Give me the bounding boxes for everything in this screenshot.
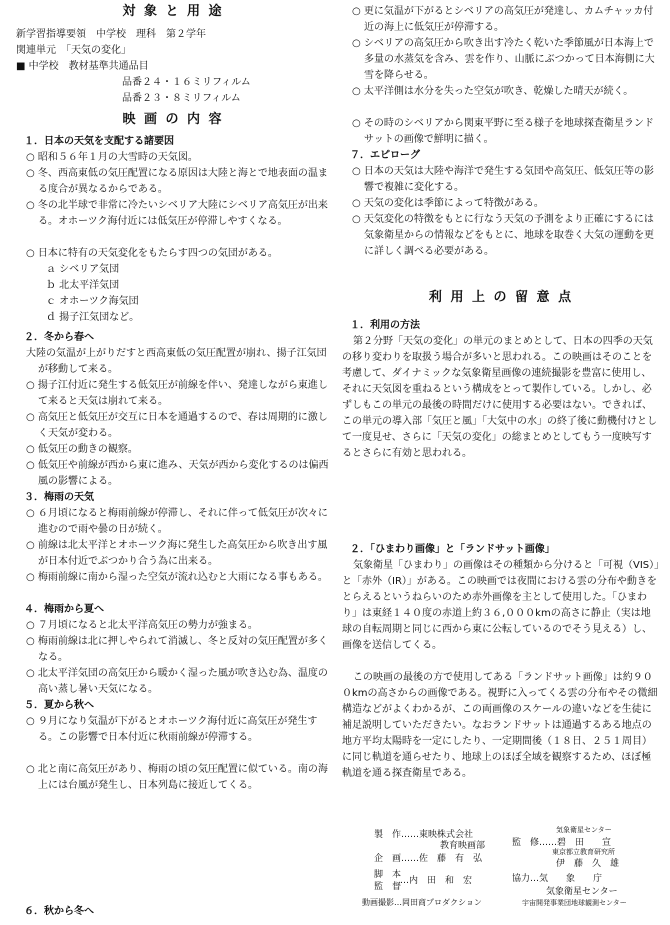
credit-supervisor2: 伊 藤 久 雄 — [556, 859, 620, 869]
paragraph: 第２分野「天気の変化」の単元のまとめとして、日本の四季の天気の移り変わりを取扱う場合が多いと思われる。この映画はそのことを考慮して、ダイナミックな気象衛星画像の連続撮影を豊富に使用し、それに天気図を重ねるという構成をとって製作している。しかし、必ずしもこの単元の最後の時間だけに使用する必要はない。できれば、この単元の導入部「気圧と風」「大気中の水」の終了後に動機付けとして一度見せ、さらに「天気の変化」の総まとめとしてもう一度映写するとさらに有効と思われる。 — [342, 336, 657, 459]
bullet-item: ○ 梅雨前線に南から湿った空気が流れ込むと大雨になる事もある。 — [26, 572, 328, 583]
sub-item: ｃ オホーツク海気団 — [46, 296, 139, 307]
bullet-item: ○ その時のシベリアから関東平野に至る様子を地球探査衛星ランドサットの画像で鮮明に描く。 — [352, 118, 654, 145]
bullet-item: ○ 天気の変化は季節によって特徴がある。 — [352, 198, 544, 209]
bullet-item: ○ 高気圧と低気圧が交互に日本を通過するので、春は周期的に激しく天気が変わる。 — [26, 412, 328, 439]
bullet-item: ○ 太平洋側は水分を失った空気が吹き、乾燥した晴天が続く。 — [352, 86, 634, 97]
bullet-item: ○ 天気変化の特徴をもとに行なう天気の予測をより正確にするには気象衛星からの情報などをもとに、地球を取巻く大気の運動を更に詳しく調べる必要がある。 — [352, 214, 654, 257]
bullet-item: ○ 冬、西高東低の気圧配置になる原因は大陸と海とで地表面の温まる度合が異なるからである。 — [26, 168, 328, 195]
bullet-item: ○ 梅雨前線は北に押しやられて消滅し、冬と反対の気圧配置が多くなる。 — [26, 636, 328, 663]
bullet-item: ○ 揚子江付近に発生する低気圧が前線を伴い、発達しながら東進して来ると天気は崩れて来る。 — [26, 380, 328, 407]
bullet-item: ○ 北太平洋気団の高気圧から暖かく湿った風が吹き込む為、温度の高い蒸し暑い天気になる。 — [26, 668, 328, 695]
credit-animation: 動画撮影…岡田商プロダクション — [362, 898, 482, 907]
sub-item: ｄ 揚子江気団など。 — [46, 312, 140, 323]
credit-producer-dept: 教育映画部 — [440, 841, 486, 851]
column-title: 利 用 上 の 留 意 点 — [428, 290, 574, 305]
section-heading: ２．「ひまわり画像」と「ランドサット画像」 — [350, 544, 555, 555]
bullet-item: ○ ７月頃になると北太平洋高気圧の勢力が強まる。 — [26, 620, 258, 631]
bullet-item: ○ 更に気温が下がるとシベリアの高気圧が発達し、カムチャッカ付近の海上に低気圧が停滞する。 — [352, 6, 654, 33]
bullet-item: ○ 日本に特有の天気変化をもたらす四つの気団がある。 — [26, 248, 278, 259]
section-heading: ７．エピローグ — [350, 150, 420, 161]
bullet-item: ○ 低気圧や前線が西から東に進み、天気が西から変化するのは偏西風の影響による。 — [26, 460, 329, 487]
section-heading: ３．梅雨の天気 — [24, 492, 94, 503]
bullet-item: ○ ６月頃になると梅雨前線が停滞し、それに伴って低気圧が次々に進むので雨や曇の日が続く。 — [26, 508, 328, 535]
credit-supervisor: 監 修……碧 田 宣 — [512, 838, 612, 848]
credits-block — [356, 825, 660, 925]
credit-supervisor-org: 気象衛星センター — [556, 826, 612, 834]
section-heading: １．利用の方法 — [350, 320, 420, 331]
bullet-item: ○ ９月になり気温が下がるとオホーツク海付近に高気圧が発生する。この影響で日本付近に秋雨前線が停滞する。 — [26, 716, 318, 743]
bullet-item: ○ 低気圧の動きの観察。 — [26, 444, 138, 455]
credit-director: …内 田 和 宏 — [400, 876, 473, 886]
meta-line: 新学習指導要領 中学校 理科 第２学年 — [16, 29, 206, 40]
column-title: 対 象 と 用 途 — [122, 4, 224, 19]
meta-line: 関連単元 「天気の変化」 — [16, 45, 131, 56]
sub-item: ａ シベリア気団 — [46, 264, 120, 275]
section-heading: １．日本の天気を支配する諸要因 — [24, 136, 174, 147]
bullet-item: ○ 北と南に高気圧があり、梅雨の頃の気圧配置に似ている。南の海上には台風が発生し、日本列島に接近してくる。 — [26, 764, 328, 791]
paragraph: この映画の最後の方で使用してある「ランドサット画像」は約９００kmの高さからの画像である。視野に入ってくる雲の分布やその微細構造などがよくわかるが、この両画像のスケールの違いなどを生徒に補足説明していただきたい。なおランドサットは通過するある地点の地方平均太陽時を一定にしたり、一定期間後（１８日、２５１周目）に同じ軌道を通らせたり、地球上のほぼ全域を観察するため、ほぼ極軌道を通る探査衛星である。 — [342, 672, 658, 779]
credit-cooperation: 協力…気 象 庁 — [512, 874, 603, 884]
credit-cooperation-3: 宇宙開発事業団地球観測センター — [522, 899, 627, 907]
bullet-item: ○ 冬の北半球で非常に冷たいシベリア大陸にシベリア高気圧が出来る。オホーツク海付近には低気圧が停滞しやすくなる。 — [26, 200, 328, 227]
column-title: 映 画 の 内 容 — [122, 112, 224, 127]
credit-producer: 製 作……東映株式会社 — [374, 830, 474, 840]
bullet-item: ○ 前線は北太平洋とオホーツク海に発生した高気圧から吹き出す風が日本付近でぶつかり合う為に出来る。 — [26, 540, 328, 567]
section-heading: ４．梅雨から夏へ — [24, 604, 104, 615]
paragraph: 気象衛星「ひまわり」の画像はその種類から分けると「可視（VIS）」と「赤外（IR）」がある。この映画では夜間における雲の分布や動きをとらえるというねらいのため赤外画像を主として使用した。「ひまわり」は東経１４０度の赤道上約３６,０００kmの高さに静止（実は地球の自転周期と同じに西から東に公転しているのでそう見える）し、画像を送信してくる。 — [342, 560, 660, 651]
credit-cooperation-2: 気象衛星センター — [546, 887, 618, 897]
credit-director-label: 監 督 — [374, 882, 402, 892]
section-heading: ５．夏から秋へ — [24, 700, 94, 711]
bullet-item: 大陸の気温が上がりだすと西高東低の気圧配置が崩れ、揚子江気団が移動して来る。 — [26, 348, 327, 375]
credit-planning: 企 画……佐 藤 有 弘 — [374, 854, 483, 864]
bullet-item: ○ 昭和５６年１月の大雪時の天気図。 — [26, 152, 198, 163]
meta-line: 品番２４・１６ミリフィルム — [72, 77, 251, 88]
meta-line: ■ 中学校 教材基準共通品目 — [16, 61, 149, 72]
section-heading: ６．秋から冬へ — [24, 906, 94, 917]
sub-item: ｂ 北太平洋気団 — [46, 280, 120, 291]
meta-line: 品番２３・８ミリフィルム — [72, 93, 241, 104]
bullet-item: ○ 日本の天気は大陸や海洋で発生する気団や高気圧、低気圧等の影響で複雑に変化する。 — [352, 166, 654, 193]
section-heading: ２．冬から春へ — [24, 332, 94, 343]
credit-supervisor-org2: 東京都立教育研究所 — [552, 848, 615, 856]
credit-script-label: 脚 本 — [374, 870, 402, 880]
bullet-item: ○ シベリアの高気圧から吹き出す冷たく乾いた季節風が日本海上で多量の水蒸気を含み、雲を作り、山脈にぶつかって日本海側に大雪を降らせる。 — [352, 38, 655, 81]
